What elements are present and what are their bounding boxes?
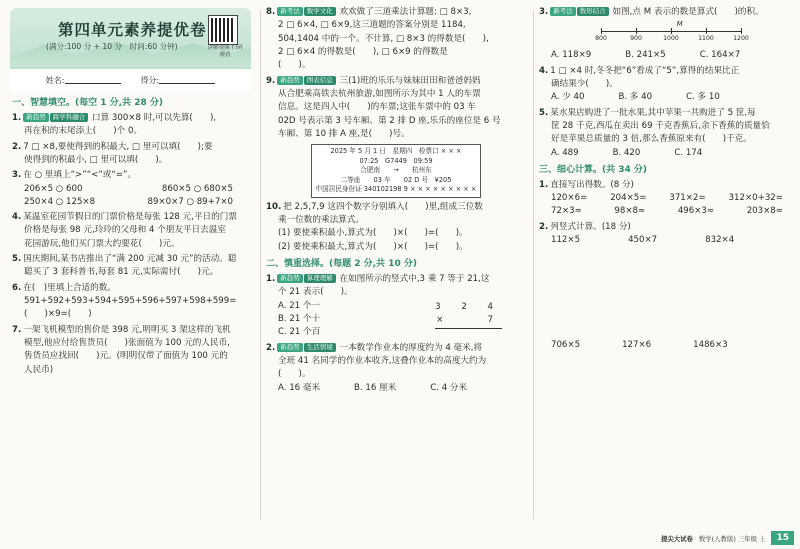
choice-question-5: 5. 某水果店购进了一批水果,其中苹果一共购进了 5 筐,每 筐 28 千克,西瓜在卖出 69 千克香蕉后,余下香蕉的质量恰 好是苹果总质量的 3 倍,那么香蕉原来有( )千克。 A. 489 B. 420 C. 174 [539,107,789,160]
work-space[interactable] [539,247,789,339]
tag-badge: 跨学科融合 [50,113,89,122]
question-7: 7. 一架飞机模型的售价是 398 元,明明买 3 架这样的飞机 模型,他应付给售货员( )张面值为 100 元的人民币, 售货员应找回( )元。(明明仅带了面值为 100 元的 人民币) [12,324,231,375]
choice-question-3: 3. 新考法 数形结合 如图,点 M 表示的数是算式( )的积。 M 800 900 1000 1100 1200 A. 118×9 B. 241×5 C. 164×7 [539,6,789,63]
option-c[interactable]: C. 174 [674,147,703,158]
question-2: 2. 7 □ ×8,要使得到的积最大, □ 里可以填( );要 使得到的积最小, □ 里可以填( )。 [12,141,213,165]
question-10: 10. 把 2,5,7,9 这四个数字分别填入( )里,组成三位数 乘一位数的乘法算式。 (1) 要使乘积最小,算式为( )×( )=( )。 (2) 要使乘积最大,算式为( )×( )=( )。 [266,201,483,252]
tick-label: 800 [595,35,607,43]
option-c[interactable]: C. 164×7 [699,50,741,61]
calc-question-2: 2. 列竖式计算。(18 分) 112×5 450×7 832×4 706×5 127×6 1486×3 [539,221,789,353]
page-footer [661,531,794,545]
name-field[interactable] [65,74,121,84]
section-2-heading: 二、慎重选择。(每题 2 分,共 10 分) [266,259,417,270]
score-field[interactable] [159,74,215,84]
question-8: 8. 新考法 数学文化 欢欢做了三道乘法计算题: □ 8×3, 2 □ 6×4, □ 6×9,这三道题的答案分别是 1184, 504,1404 中的一个。不计算, □ 8×3 的得数是( ), 2 □ 6×4 的得数是( ), □ 6×9 的得数是 ( )。 [266,7,489,71]
qr-caption: 讲解视频 扫码观看 [207,45,243,58]
question-5: 5. 国庆期间,某书店推出了“满 200 元减 30 元”的活动。聪 聪买了 3 套科普书,每套 81 元,实际需付( )元。 [12,254,237,278]
tag-badge: 新考法 [277,7,303,16]
tag-badge: 新趋势 [277,274,303,283]
number-line [595,19,749,47]
choice-question-2: 2. 新趋势 生活情境 一本数学作业本的厚度约为 4 毫米,将 全班 41 名同学的作业本收齐,这叠作业本的高度大约为 ( )。 A. 16 毫米 B. 16 厘米 C. 4 分米 [266,342,526,395]
question-3: 3. 在 ○ 里填上“>”“<”或“=”。 206×5 ○ 600 860×5 ○ 680×5 250×4 ○ 125×8 89×0×7 ○ 89+7×0 [12,170,233,207]
column-divider [533,10,534,519]
train-ticket: 2025 年 5 月 1 日 星期四 检票口 × × × 07:25 G7449 09:59 合肥南 → 杭州东 二等座 03 车 02 D 号 ¥205 中国居民身份证 340102198 9 × × × × × × × × × [311,144,481,198]
tag-badge: 数形结合 [577,7,609,16]
question-4: 4. 某温室花园节假日的门票价格是每张 128 元,平日的门票 价格是每张 98 元,玲玲的父母和 4 个朋友平日去温室 花园游玩,他们买门票大约要花( )元。 [12,212,237,249]
name-label: 姓名: [45,76,65,86]
tick-label: 900 [630,35,642,43]
option-c[interactable]: C. 21 个百 [278,327,321,338]
tag-badge: 图表信息 [304,76,336,85]
option-b[interactable]: B. 21 个十 [278,313,321,324]
page-title: 第四单元素养提优卷 [58,21,207,39]
point-m-label: M [676,20,683,29]
tag-badge: 数学文化 [304,7,336,16]
tag-badge: 生活情境 [304,343,336,352]
tick-label: 1100 [698,35,714,43]
score-time-info: (满分:100 分 + 10 分 时间:60 分钟) [46,42,178,51]
vertical-multiplication: 3 2 4 × 7 [435,301,502,329]
section-1-heading: 一、智慧填空。(每空 1 分,共 28 分) [12,98,163,108]
option-b[interactable]: B. 241×5 [625,50,666,61]
option-a[interactable]: A. 489 [551,147,579,158]
header-banner [10,8,251,93]
option-a[interactable]: A. 118×9 [551,50,592,61]
question-6: 6. 在( )里填上合适的数。 591+592+593+594+595+596+597+598+599= ( )×9=( ) [12,282,237,320]
book-info: 数学(人教版) 三年级 上 [698,534,766,543]
question-9: 9. 新趋势 图表信息 三(1)班的乐乐与妹妹田田和爸爸妈妈 从合肥乘高铁去杭州旅游,如图所示为其中 1 人的车票 信息。这是四人中( )的车票;这张车票中的 03 车 02D 号表示第 3 号车厢、第 2 排 D 座,乐乐的座位是 6 号 车厢、第 10 排 A 座,是( )号。 2025 年 5 月 1 日 星期四 检票口 × × × 07:25 G7449 09:59 合肥南 → 杭州东 二等座 03 车 02 D 号 ¥205 中国居民身份证 340102198 9 × × × × × × × × × [266,75,526,198]
option-c[interactable]: C. 多 10 [686,92,720,103]
option-c[interactable]: C. 4 分米 [430,382,468,393]
qr-code-icon [209,16,237,44]
tag-badge: 新趋势 [23,113,49,122]
brand-name: 提尖大试卷 [660,534,693,543]
column-right [539,0,795,549]
calc-question-1: 1. 直接写出得数。(8 分) 120×6= 204×5= 371×2= 312×0+32= 72×3≈ 98×8≈ 496×3≈ 203×8≈ [539,179,783,217]
tick-label: 1000 [663,35,679,43]
name-score-bar [10,69,251,93]
page-number: 15 [771,531,794,545]
option-a[interactable]: A. 21 个一 [278,300,321,311]
choice-question-1: 1. 新趋势 算理理解 在如图所示的竖式中,3 乘 7 等于 21,这 个 21 表示( )。 A. 21 个一 B. 21 个十 C. 21 个百 3 2 4 × 7 [266,274,502,338]
tag-badge: 新趋势 [277,343,303,352]
column-divider [260,10,261,519]
tick-label: 1200 [733,35,749,43]
tag-badge: 新趋势 [277,76,303,85]
option-b[interactable]: B. 多 40 [618,92,653,103]
column-middle [266,0,530,549]
tag-badge: 新考法 [550,7,576,16]
option-a[interactable]: A. 16 毫米 [278,382,321,393]
option-b[interactable]: B. 420 [612,147,641,158]
column-left [0,0,257,549]
section-3-heading: 三、细心计算。(共 34 分) [539,164,648,175]
score-label: 得分: [140,76,160,86]
choice-question-4: 4. 1 □ ×4 时,冬冬把“6”看成了“5”,算得的结果比正 确结果少( )。 A. 少 40 B. 多 40 C. 多 10 [539,65,789,105]
option-b[interactable]: B. 16 厘米 [354,382,397,393]
option-a[interactable]: A. 少 40 [551,92,585,103]
tag-badge: 算理理解 [304,274,336,283]
question-1: 1. 新趋势 跨学科融合 口算 300×8 时,可以先算( ), 再在积的末尾添上( )个 0。 [12,112,217,137]
